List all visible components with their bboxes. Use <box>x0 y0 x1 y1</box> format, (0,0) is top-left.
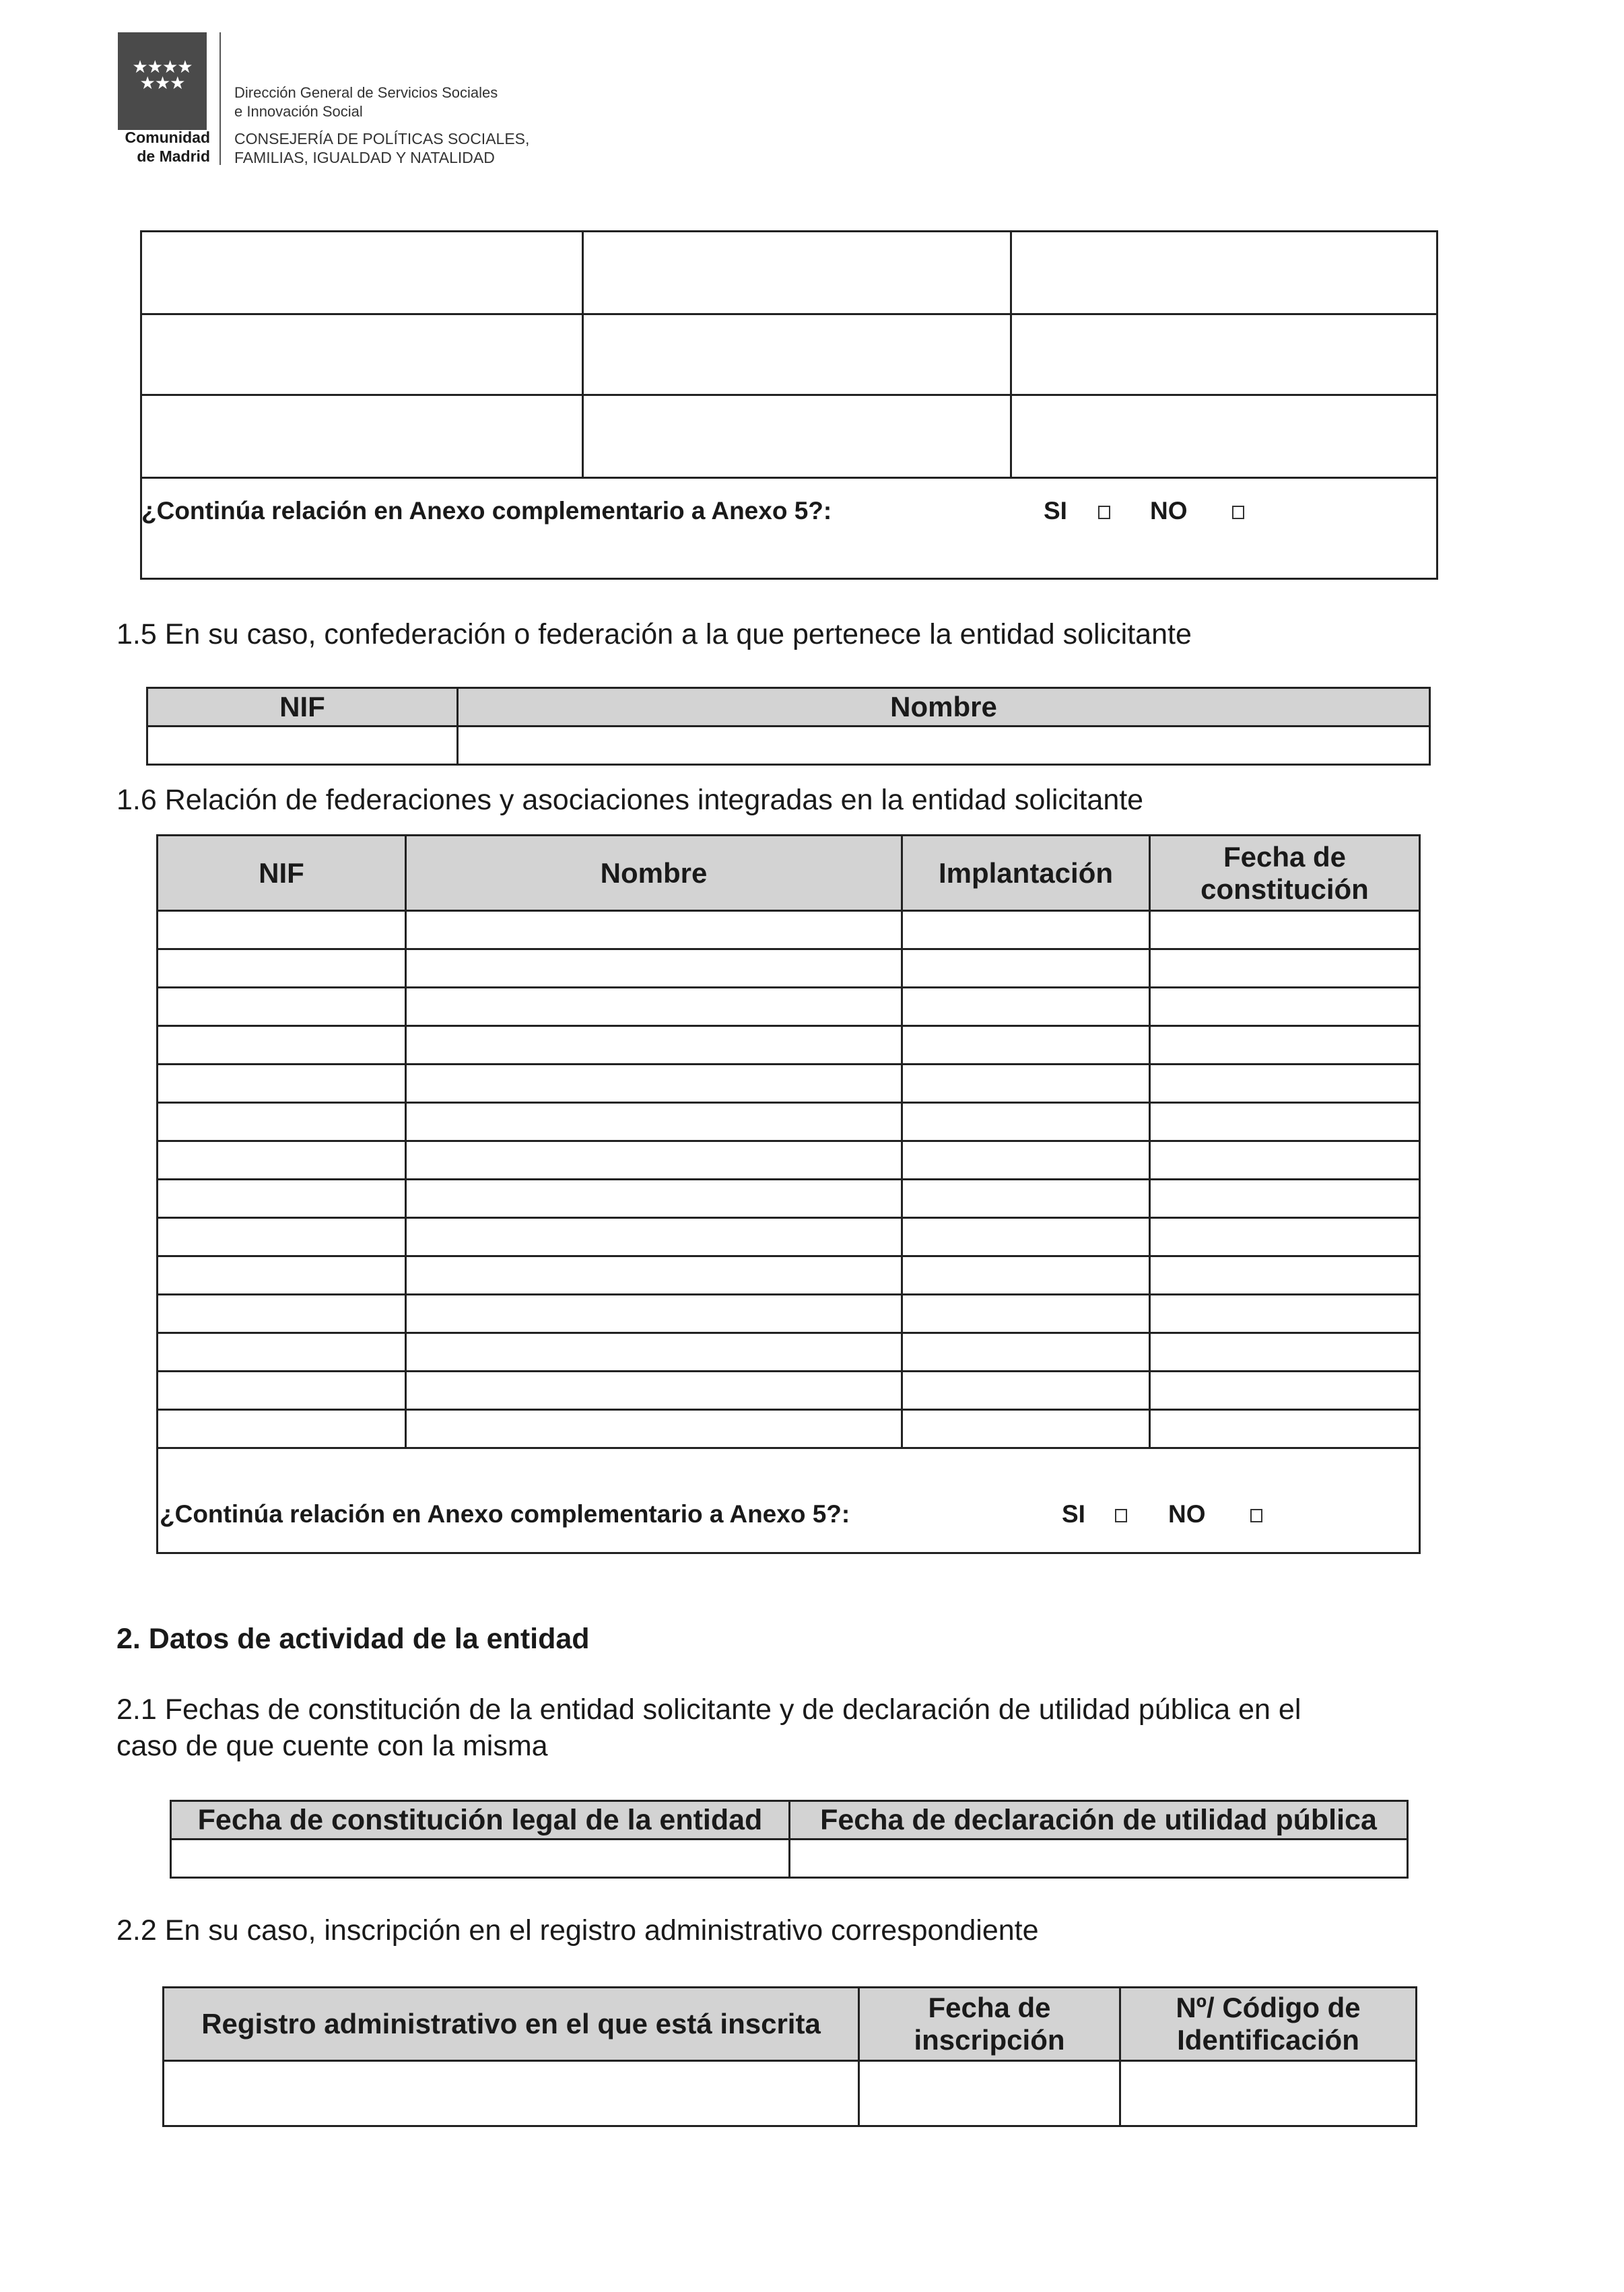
stars-icon: ★★★★ ★★★ <box>132 57 193 94</box>
nombre-cell[interactable] <box>406 1103 902 1141</box>
fecha-inscripcion-cell[interactable] <box>859 2061 1120 2126</box>
si-label: SI <box>1062 1500 1085 1528</box>
nif-cell[interactable] <box>158 1295 406 1333</box>
nombre-cell[interactable] <box>406 1141 902 1180</box>
cell[interactable] <box>583 395 1011 478</box>
integrated-entities-table <box>156 834 1421 1554</box>
consejeria-line-1: CONSEJERÍA DE POLÍTICAS SOCIALES, <box>234 130 530 147</box>
nif-cell[interactable] <box>158 1141 406 1180</box>
no-option-1[interactable] <box>1150 497 1244 525</box>
fecha-constitucion-cell[interactable] <box>171 1840 790 1878</box>
nif-cell[interactable] <box>158 911 406 949</box>
no-checkbox[interactable] <box>1232 506 1244 519</box>
fecha-cell[interactable] <box>1150 1026 1420 1065</box>
nombre-cell[interactable] <box>406 1295 902 1333</box>
nif-cell[interactable] <box>158 1333 406 1372</box>
implantacion-cell[interactable] <box>902 1065 1150 1103</box>
continua-question-2: ¿Continúa relación en Anexo complementario a Anexo 5?: <box>160 1500 850 1528</box>
fecha-utilidad-cell[interactable] <box>790 1840 1408 1878</box>
cell[interactable] <box>141 395 583 478</box>
implantacion-cell[interactable] <box>902 949 1150 988</box>
section-2-2-heading: 2.2 En su caso, inscripción en el registro administrativo correspondiente <box>116 1914 1039 1947</box>
col-header-fecha-inscripcion: Fecha de inscripción <box>859 1988 1120 2061</box>
fecha-cell[interactable] <box>1150 1180 1420 1218</box>
implantacion-cell[interactable] <box>902 1141 1150 1180</box>
col-header-fecha-utilidad-publica: Fecha de declaración de utilidad pública <box>790 1801 1408 1840</box>
cell[interactable] <box>141 314 583 395</box>
registro-cell[interactable] <box>164 2061 859 2126</box>
consejeria-line-2: FAMILIAS, IGUALDAD Y NATALIDAD <box>234 149 495 166</box>
table-row <box>141 232 1437 314</box>
table-row <box>141 395 1437 478</box>
nif-cell[interactable] <box>158 1180 406 1218</box>
nif-cell[interactable] <box>158 1372 406 1410</box>
nombre-cell[interactable] <box>406 1333 902 1372</box>
table-row <box>158 1410 1420 1448</box>
fecha-cell[interactable] <box>1150 1410 1420 1448</box>
logo-text-2: de Madrid <box>137 147 210 165</box>
fecha-cell[interactable] <box>1150 1256 1420 1295</box>
section-1-6-heading: 1.6 Relación de federaciones y asociaciones integradas en la entidad solicitante <box>116 784 1144 816</box>
nombre-cell[interactable] <box>406 988 902 1026</box>
table-row <box>141 314 1437 395</box>
continua-row <box>141 478 1437 579</box>
nif-cell[interactable] <box>158 1256 406 1295</box>
fecha-cell[interactable] <box>1150 1372 1420 1410</box>
registry-table <box>162 1986 1417 2127</box>
si-checkbox[interactable] <box>1098 506 1110 519</box>
col-header-nombre: Nombre <box>458 688 1430 727</box>
implantacion-cell[interactable] <box>902 1103 1150 1141</box>
fecha-cell[interactable] <box>1150 949 1420 988</box>
col-header-fecha-constitucion: Fecha de constitución <box>1150 836 1420 911</box>
nombre-cell[interactable] <box>406 1256 902 1295</box>
si-option-1[interactable] <box>1044 497 1110 525</box>
table-row <box>158 1256 1420 1295</box>
implantacion-cell[interactable] <box>902 911 1150 949</box>
col-header-nif: NIF <box>158 836 406 911</box>
section-2-1-heading-line1: 2.1 Fechas de constitución de la entidad solicitante y de declaración de utilidad pública en el <box>116 1693 1301 1726</box>
implantacion-cell[interactable] <box>902 1410 1150 1448</box>
table-row <box>147 727 1430 765</box>
nombre-cell[interactable] <box>406 1180 902 1218</box>
implantacion-cell[interactable] <box>902 1295 1150 1333</box>
nombre-cell[interactable] <box>406 1372 902 1410</box>
fecha-cell[interactable] <box>1150 1141 1420 1180</box>
table-row <box>158 1026 1420 1065</box>
cell[interactable] <box>583 314 1011 395</box>
table-row <box>158 1333 1420 1372</box>
continua-question-1: ¿Continúa relación en Anexo complementario a Anexo 5?: <box>141 497 832 525</box>
table-row <box>164 2061 1417 2126</box>
logo-text-1: Comunidad <box>125 129 210 146</box>
nif-cell[interactable] <box>158 949 406 988</box>
codigo-cell[interactable] <box>1120 2061 1417 2126</box>
si-checkbox[interactable] <box>1115 1509 1127 1522</box>
nombre-cell[interactable] <box>406 1218 902 1256</box>
cell[interactable] <box>583 232 1011 314</box>
implantacion-cell[interactable] <box>902 1372 1150 1410</box>
federation-table <box>146 687 1431 766</box>
nif-cell[interactable] <box>158 1410 406 1448</box>
col-header-registro: Registro administrativo en el que está inscrita <box>164 1988 859 2061</box>
header-divider <box>219 32 221 165</box>
table-row <box>158 949 1420 988</box>
nif-cell[interactable] <box>158 1065 406 1103</box>
continued-relation-table <box>140 230 1438 580</box>
col-header-codigo: Nº/ Código de Identificación <box>1120 1988 1417 2061</box>
section-2-1-heading-line2: caso de que cuente con la misma <box>116 1730 548 1762</box>
si-option-2[interactable] <box>1062 1500 1127 1528</box>
fecha-cell[interactable] <box>1150 911 1420 949</box>
implantacion-cell[interactable] <box>902 988 1150 1026</box>
nif-cell[interactable] <box>158 1103 406 1141</box>
table-row <box>158 1295 1420 1333</box>
section-1-5-heading: 1.5 En su caso, confederación o federación a la que pertenece la entidad solicitante <box>116 618 1192 650</box>
nombre-cell[interactable] <box>406 911 902 949</box>
fecha-cell[interactable] <box>1150 1218 1420 1256</box>
dates-table <box>170 1800 1409 1879</box>
fecha-cell[interactable] <box>1150 1295 1420 1333</box>
implantacion-cell[interactable] <box>902 1026 1150 1065</box>
col-header-implantacion: Implantación <box>902 836 1150 911</box>
direccion-line-1: Dirección General de Servicios Sociales <box>234 84 498 101</box>
fecha-cell[interactable] <box>1150 1333 1420 1372</box>
table-row <box>158 1218 1420 1256</box>
nif-cell[interactable] <box>158 1218 406 1256</box>
nif-cell[interactable] <box>158 988 406 1026</box>
nombre-cell[interactable] <box>406 949 902 988</box>
fecha-cell[interactable] <box>1150 1103 1420 1141</box>
no-option-2[interactable] <box>1168 1500 1262 1528</box>
no-label: NO <box>1168 1500 1206 1528</box>
comunidad-madrid-logo <box>118 32 207 130</box>
nombre-cell[interactable] <box>406 1065 902 1103</box>
implantacion-cell[interactable] <box>902 1180 1150 1218</box>
cell[interactable] <box>1011 314 1437 395</box>
col-header-nif: NIF <box>147 688 458 727</box>
cell[interactable] <box>1011 232 1437 314</box>
cell[interactable] <box>141 232 583 314</box>
section-2-heading: 2. Datos de actividad de la entidad <box>116 1623 590 1655</box>
implantacion-cell[interactable] <box>902 1333 1150 1372</box>
table-row <box>158 1372 1420 1410</box>
table-row <box>158 911 1420 949</box>
no-checkbox[interactable] <box>1250 1509 1262 1522</box>
table-row <box>158 1180 1420 1218</box>
nombre-cell[interactable] <box>406 1026 902 1065</box>
table-row <box>171 1840 1408 1878</box>
fecha-cell[interactable] <box>1150 988 1420 1026</box>
nif-cell[interactable] <box>147 727 458 765</box>
col-header-fecha-constitucion-legal: Fecha de constitución legal de la entidad <box>171 1801 790 1840</box>
nombre-cell[interactable] <box>406 1410 902 1448</box>
table-row <box>158 988 1420 1026</box>
col-header-nombre: Nombre <box>406 836 902 911</box>
implantacion-cell[interactable] <box>902 1256 1150 1295</box>
direccion-line-2: e Innovación Social <box>234 103 363 120</box>
no-label: NO <box>1150 497 1188 525</box>
table-row <box>158 1065 1420 1103</box>
cell[interactable] <box>1011 395 1437 478</box>
implantacion-cell[interactable] <box>902 1218 1150 1256</box>
fecha-cell[interactable] <box>1150 1065 1420 1103</box>
table-row <box>158 1103 1420 1141</box>
nif-cell[interactable] <box>158 1026 406 1065</box>
table-row <box>158 1141 1420 1180</box>
si-label: SI <box>1044 497 1067 525</box>
nombre-cell[interactable] <box>458 727 1430 765</box>
